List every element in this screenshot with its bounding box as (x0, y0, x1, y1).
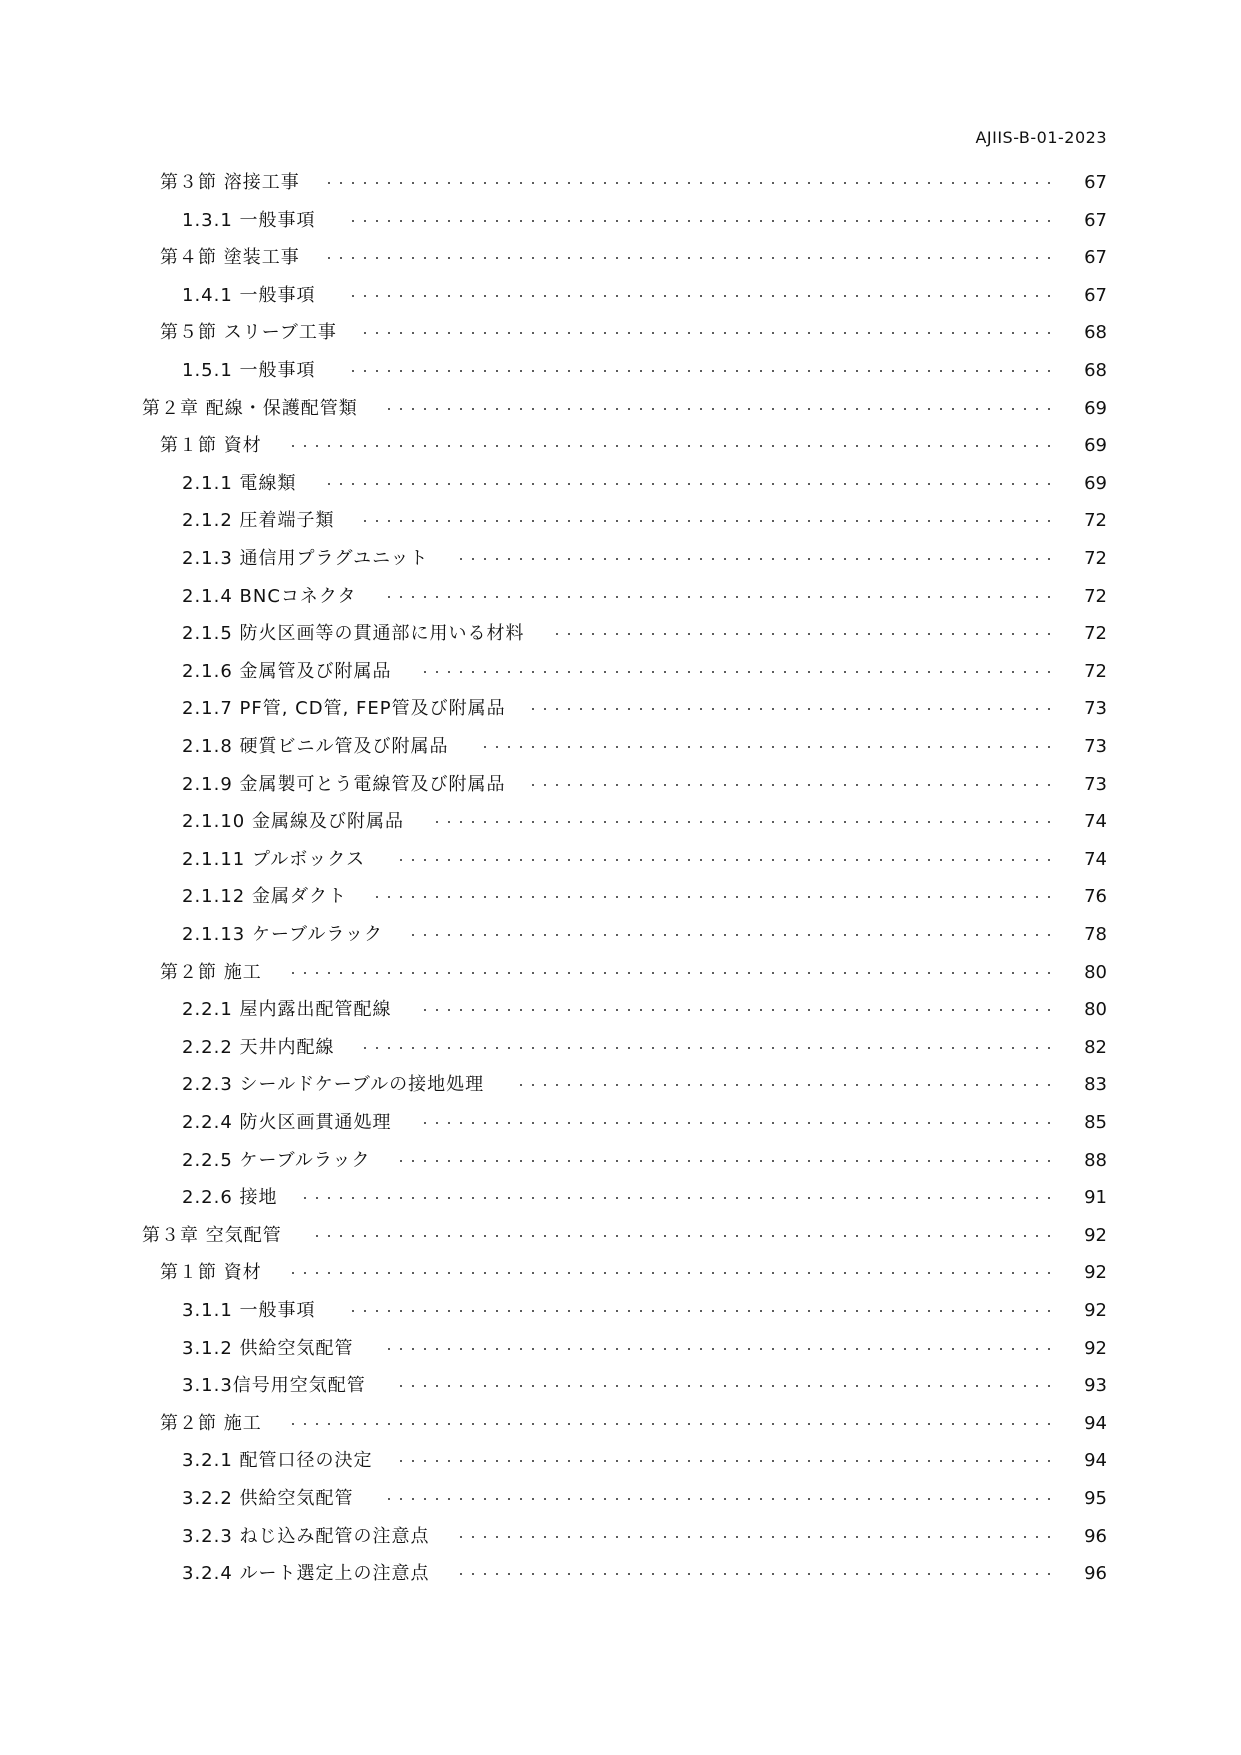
toc-entry[interactable] (0, 1484, 1241, 1514)
toc-dot-leader (363, 332, 1055, 334)
toc-dot-leader (373, 896, 1055, 898)
toc-entry[interactable] (0, 1371, 1241, 1401)
toc-entry-page: 68 (1084, 322, 1107, 344)
toc-entry-title: 2.1.1 電線類 (182, 472, 297, 494)
toc-entry[interactable] (0, 845, 1241, 875)
toc-entry-title: 2.2.6 接地 (182, 1187, 278, 1209)
toc-dot-leader (361, 1047, 1055, 1049)
toc-entry[interactable] (0, 318, 1241, 348)
toc-entry-page: 96 (1084, 1563, 1107, 1585)
toc-entry-page: 78 (1084, 924, 1107, 945)
toc-entry-page: 72 (1084, 623, 1107, 645)
toc-entry-page: 69 (1084, 472, 1107, 494)
toc-entry-title: 第２節 施工 (160, 961, 262, 983)
toc-entry[interactable] (0, 506, 1241, 536)
toc-dot-leader (308, 1235, 1055, 1237)
toc-entry-title: 2.1.13 ケーブルラック (182, 924, 383, 945)
toc-dot-leader (380, 1348, 1055, 1350)
toc-dot-leader (288, 445, 1055, 447)
toc-entry-title: 3.2.1 配管口径の決定 (182, 1450, 373, 1472)
toc-dot-leader (409, 934, 1055, 936)
toc-entry-title: 第２章 配線・保護配管類 (142, 397, 358, 419)
toc-entry-title: 2.1.11 プルボックス (182, 848, 366, 870)
toc-dot-leader (418, 1009, 1055, 1011)
toc-entry-page: 92 (1084, 1300, 1107, 1321)
toc-entry-page: 67 (1084, 209, 1107, 231)
toc-entry[interactable] (0, 1522, 1241, 1552)
toc-dot-leader (392, 1385, 1055, 1387)
toc-entry-title: 2.1.8 硬質ビニル管及び附属品 (182, 736, 449, 757)
toc-entry-title: 第３節 溶接工事 (160, 172, 300, 193)
toc-entry-title: 2.2.5 ケーブルラック (182, 1149, 371, 1171)
toc-entry-title: 3.1.2 供給空気配管 (182, 1337, 354, 1359)
toc-entry[interactable] (0, 732, 1241, 762)
toc-entry[interactable] (0, 1446, 1241, 1476)
toc-dot-leader (418, 671, 1055, 673)
toc-dot-leader (456, 1573, 1055, 1575)
toc-entry-title: 第１節 資材 (160, 1262, 262, 1284)
toc-entry-page: 72 (1084, 585, 1107, 607)
toc-entry[interactable] (0, 431, 1241, 461)
toc-entry-title: 3.1.1 一般事項 (182, 1300, 316, 1321)
toc-entry[interactable] (0, 1070, 1241, 1100)
toc-dot-leader (532, 784, 1055, 786)
toc-entry-page: 73 (1084, 698, 1107, 720)
toc-entry-title: 3.2.2 供給空気配管 (182, 1488, 354, 1509)
toc-entry-page: 80 (1084, 961, 1107, 983)
toc-entry-title: 1.5.1 一般事項 (182, 360, 316, 381)
toc-entry[interactable] (0, 882, 1241, 912)
toc-entry[interactable] (0, 619, 1241, 649)
toc-entry[interactable] (0, 1183, 1241, 1213)
toc-entry-title: 2.2.3 シールドケーブルの接地処理 (182, 1074, 485, 1096)
toc-entry[interactable] (0, 356, 1241, 386)
toc-dot-leader (551, 633, 1055, 635)
toc-entry-title: 第２節 施工 (160, 1412, 262, 1434)
toc-dot-leader (326, 182, 1055, 184)
toc-dot-leader (399, 1460, 1055, 1462)
toc-entry-title: 2.1.9 金属製可とう電線管及び附属品 (182, 773, 506, 795)
toc-entry[interactable] (0, 168, 1241, 198)
toc-entry[interactable] (0, 206, 1241, 236)
toc-entry-page: 85 (1084, 1112, 1107, 1133)
toc-entry[interactable] (0, 1559, 1241, 1589)
toc-entry-title: 2.1.5 防火区画等の貫通部に用いる材料 (182, 623, 525, 645)
toc-entry-title: 第３章 空気配管 (142, 1224, 282, 1246)
toc-dot-leader (475, 746, 1055, 748)
toc-dot-leader (456, 1536, 1055, 1538)
toc-entry-title: 2.1.4 BNCコネクタ (182, 585, 357, 607)
toc-entry-title: 3.2.4 ルート選定上の注意点 (182, 1563, 430, 1585)
toc-entry-page: 69 (1084, 397, 1107, 419)
toc-entry-page: 96 (1084, 1525, 1107, 1547)
toc-entry[interactable] (0, 995, 1241, 1025)
toc-entry-title: 2.1.3 通信用プラグユニット (182, 548, 429, 569)
toc-entry[interactable] (0, 582, 1241, 612)
toc-entry-page: 67 (1084, 247, 1107, 269)
toc-entry-page: 73 (1084, 736, 1107, 757)
toc-dot-leader (342, 1310, 1055, 1312)
toc-entry-page: 74 (1084, 848, 1107, 870)
toc-entry-title: 3.1.3信号用空気配管 (182, 1375, 366, 1397)
toc-dot-leader (326, 257, 1055, 259)
toc-entry-title: 2.1.7 PF管, CD管, FEP管及び附属品 (182, 698, 506, 720)
toc-entry-page: 93 (1084, 1375, 1107, 1397)
toc-dot-leader (342, 295, 1055, 297)
toc-entry-title: 2.1.10 金属線及び附属品 (182, 811, 404, 833)
toc-entry-page: 92 (1084, 1262, 1107, 1284)
toc-dot-leader (391, 859, 1055, 861)
toc-entry-title: 2.1.2 圧着端子類 (182, 510, 335, 532)
toc-dot-leader (418, 1122, 1055, 1124)
toc-entry-page: 72 (1084, 548, 1107, 569)
document-code: AJIIS-B-01-2023 (975, 128, 1107, 147)
toc-entry[interactable] (0, 1108, 1241, 1138)
toc-entry-title: 第５節 スリーブ工事 (160, 322, 337, 344)
toc-entry-title: 2.2.4 防火区画貫通処理 (182, 1112, 392, 1133)
toc-entry-page: 91 (1084, 1187, 1107, 1209)
toc-entry-page: 68 (1084, 360, 1107, 381)
toc-entry-page: 67 (1084, 172, 1107, 193)
toc-dot-leader (288, 1423, 1055, 1425)
toc-entry[interactable] (0, 770, 1241, 800)
toc-entry-page: 82 (1084, 1036, 1107, 1058)
toc-entry[interactable] (0, 657, 1241, 687)
toc-entry-title: 2.1.12 金属ダクト (182, 886, 347, 908)
toc-entry-title: 1.3.1 一般事項 (182, 209, 316, 231)
toc-entry-page: 72 (1084, 510, 1107, 532)
toc-entry-page: 76 (1084, 886, 1107, 908)
toc-entry[interactable] (0, 958, 1241, 988)
toc-dot-leader (361, 520, 1055, 522)
toc-entry[interactable] (0, 394, 1241, 424)
toc-dot-leader (383, 596, 1055, 598)
toc-entry-title: 3.2.3 ねじ込み配管の注意点 (182, 1525, 430, 1547)
toc-dot-leader (510, 1084, 1055, 1086)
toc-entry-page: 94 (1084, 1450, 1107, 1472)
toc-entry[interactable] (0, 1409, 1241, 1439)
toc-dot-leader (384, 408, 1055, 410)
toc-entry-page: 92 (1084, 1337, 1107, 1359)
toc-entry-page: 92 (1084, 1224, 1107, 1246)
toc-entry[interactable] (0, 1033, 1241, 1063)
toc-entry[interactable] (0, 694, 1241, 724)
toc-entry[interactable] (0, 920, 1241, 950)
toc-dot-leader (342, 370, 1055, 372)
toc-entry-page: 88 (1084, 1149, 1107, 1171)
toc-dot-leader (288, 1272, 1055, 1274)
toc-entry-title: 2.1.6 金属管及び附属品 (182, 660, 392, 682)
toc-entry-page: 72 (1084, 660, 1107, 682)
toc-entry[interactable] (0, 243, 1241, 273)
toc-entry-page: 95 (1084, 1488, 1107, 1509)
toc-entry[interactable] (0, 1221, 1241, 1251)
toc-dot-leader (288, 972, 1055, 974)
toc-dot-leader (323, 483, 1055, 485)
toc-entry-title: 第１節 資材 (160, 435, 262, 457)
toc-dot-leader (430, 821, 1055, 823)
toc-entry-page: 74 (1084, 811, 1107, 833)
toc-entry[interactable] (0, 807, 1241, 837)
toc-entry-page: 67 (1084, 284, 1107, 306)
toc-dot-leader (380, 1498, 1055, 1500)
toc-dot-leader (532, 708, 1055, 710)
toc-entry-page: 83 (1084, 1074, 1107, 1096)
toc-entry[interactable] (0, 544, 1241, 574)
toc-entry[interactable] (0, 1334, 1241, 1364)
toc-entry-title: 1.4.1 一般事項 (182, 284, 316, 306)
toc-entry-page: 80 (1084, 999, 1107, 1021)
toc-entry[interactable] (0, 1258, 1241, 1288)
toc-entry-page: 94 (1084, 1412, 1107, 1434)
toc-dot-leader (397, 1160, 1055, 1162)
toc-entry-title: 第４節 塗装工事 (160, 247, 300, 269)
toc-entry-page: 73 (1084, 773, 1107, 795)
toc-dot-leader (454, 558, 1055, 560)
toc-entry[interactable] (0, 469, 1241, 499)
toc-dot-leader (304, 1197, 1055, 1199)
toc-entry-title: 2.2.1 屋内露出配管配線 (182, 999, 392, 1021)
toc-entry-page: 69 (1084, 435, 1107, 457)
toc-entry[interactable] (0, 281, 1241, 311)
toc-entry-title: 2.2.2 天井内配線 (182, 1036, 335, 1058)
toc-entry[interactable] (0, 1296, 1241, 1326)
toc-dot-leader (342, 220, 1055, 222)
toc-entry[interactable] (0, 1146, 1241, 1176)
